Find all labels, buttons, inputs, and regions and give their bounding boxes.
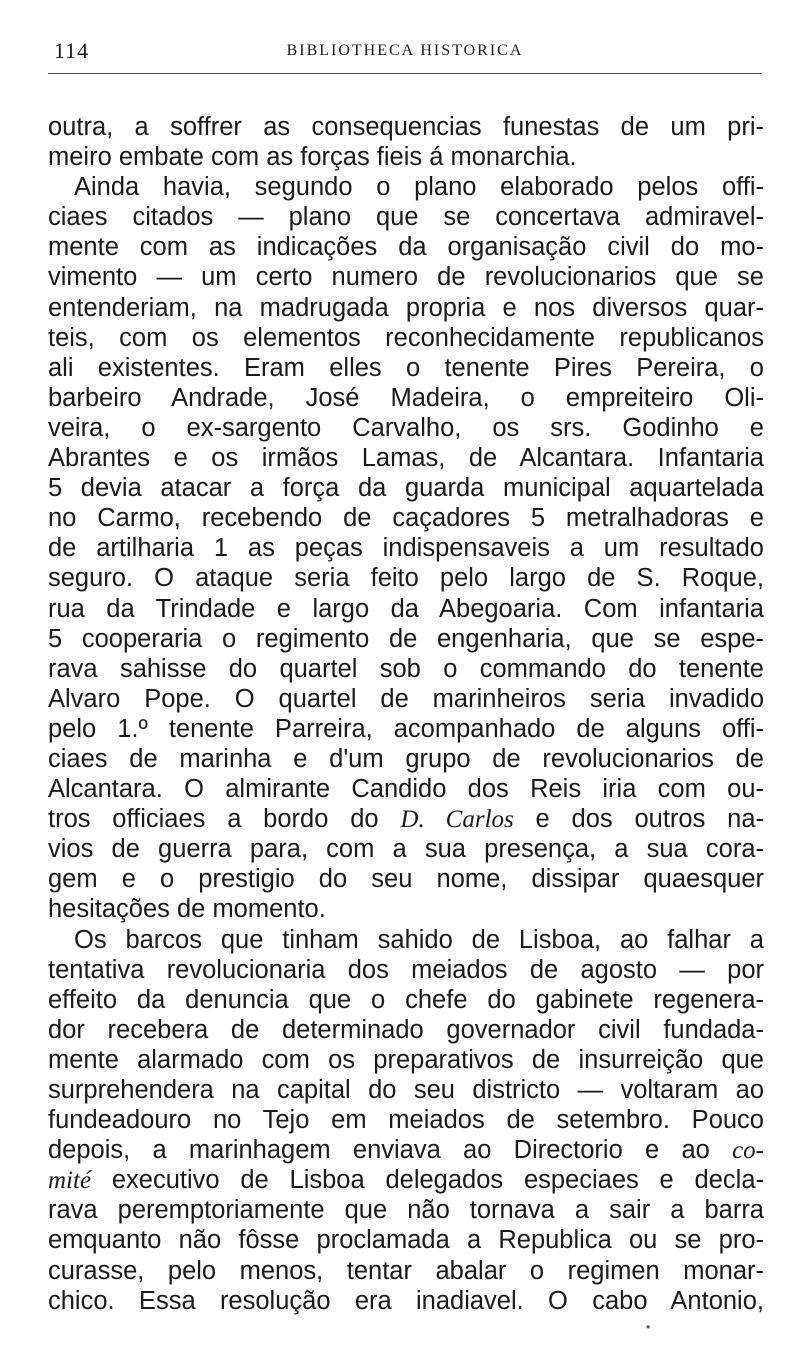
text-line: entenderiam, na madrugada propria e nos diversos quar- <box>48 293 764 322</box>
text-line: vios de guerra para, com a sua presença, a sua cora- <box>48 835 764 864</box>
text-line: ciaes citados — plano que se concertava admiravel- <box>48 203 764 232</box>
text-line <box>48 804 764 834</box>
text-line: Abrantes e os irmãos Lamas, de Alcantara. Infantaria <box>48 444 764 473</box>
text-line: ciaes de marinha e d'um grupo de revolucionarios de <box>48 744 764 773</box>
italic-text: co- <box>732 1137 764 1165</box>
text-line: pelo 1.º tenente Parreira, acompanhado de alguns offi- <box>48 714 764 743</box>
text-line: surprehendera na capital do seu districto — voltaram ao <box>48 1076 764 1104</box>
text-line: mente com as indicações da organisação civil do mo- <box>48 233 764 262</box>
page-number: 114 <box>54 38 90 63</box>
text-segment: e dos outros na- <box>513 805 764 834</box>
running-head: BIBLIOTHECA HISTORICA <box>286 42 524 59</box>
text-line: ali existentes. Eram elles o tenente Pires Pereira, o <box>48 353 764 382</box>
text-line: 5 cooperaria o regimento de engenharia, que se espe- <box>48 624 764 653</box>
text-segment: executivo de Lisboa delegados especiaes e decla- <box>91 1166 764 1195</box>
text-segment: depois, a marinhagem enviava ao Directorio e ao <box>48 1136 733 1165</box>
text-line: dor recebera de determinado governador civil fundada- <box>48 1015 764 1044</box>
page-header <box>48 38 762 70</box>
text-line: seguro. O ataque seria feito pelo largo de S. Roque, <box>48 564 764 593</box>
text-line: teis, com os elementos reconhecidamente republicanos <box>48 323 764 352</box>
text-line: Alvaro Pope. O quartel de marinheiros seria invadido <box>48 684 764 713</box>
text-line: tentativa revolucionaria dos meiados de agosto — por <box>48 955 764 984</box>
text-line: 5 devia atacar a força da guarda municipal aquartelada <box>48 474 764 503</box>
text-segment: tros officiaes a bordo do <box>48 805 401 834</box>
text-line: hesitações de momento. <box>48 895 326 924</box>
text-line: effeito da denuncia que o chefe do gabinete regenera- <box>48 985 764 1014</box>
text-line: mente alarmado com os preparativos de insurreição que <box>48 1045 764 1074</box>
body-text <box>48 112 764 1316</box>
text-line: emquanto não fôsse proclamada a Republica ou se pro- <box>48 1226 764 1255</box>
text-line: Alcantara. O almirante Candido dos Reis iria com ou- <box>48 775 764 804</box>
text-line: Ainda havia, segundo o plano elaborado pelos offi- <box>74 173 764 202</box>
italic-text: D. Carlos <box>400 806 514 834</box>
page-mark: • <box>646 1320 651 1334</box>
text-line: no Carmo, recebendo de caçadores 5 metralhadoras e <box>48 504 764 533</box>
italic-text: mité <box>48 1167 92 1195</box>
text-line: curasse, pelo menos, tentar abalar o regimen monar- <box>48 1256 764 1285</box>
header-rule <box>48 73 762 74</box>
text-line: Os barcos que tinham sahido de Lisboa, ao falhar a <box>74 925 764 954</box>
text-line: meiro embate com as forças fieis á monarchia. <box>48 143 577 172</box>
text-line: vimento — um certo numero de revolucionarios que se <box>48 263 764 292</box>
text-line: gem e o prestigio do seu nome, dissipar quaesquer <box>48 865 764 894</box>
text-line: rava sahisse do quartel sob o commando do tenente <box>48 654 764 683</box>
text-line: barbeiro Andrade, José Madeira, o empreiteiro Oli- <box>48 383 764 412</box>
text-line <box>48 1165 764 1195</box>
text-line: outra, a soffrer as consequencias funestas de um pri- <box>48 113 764 141</box>
text-line: rua da Trindade e largo da Abegoaria. Com infantaria <box>48 594 764 623</box>
text-line: veira, o ex-sargento Carvalho, os srs. Godinho e <box>48 413 764 442</box>
text-line: rava peremptoriamente que não tornava a sair a barra <box>48 1196 764 1225</box>
text-line <box>48 1135 764 1165</box>
text-line: fundeadouro no Tejo em meiados de setembro. Pouco <box>48 1106 764 1135</box>
text-line: de artilharia 1 as peças indispensaveis a um resultado <box>48 534 764 563</box>
text-line: chico. Essa resolução era inadiavel. O cabo Antonio, <box>48 1286 764 1315</box>
